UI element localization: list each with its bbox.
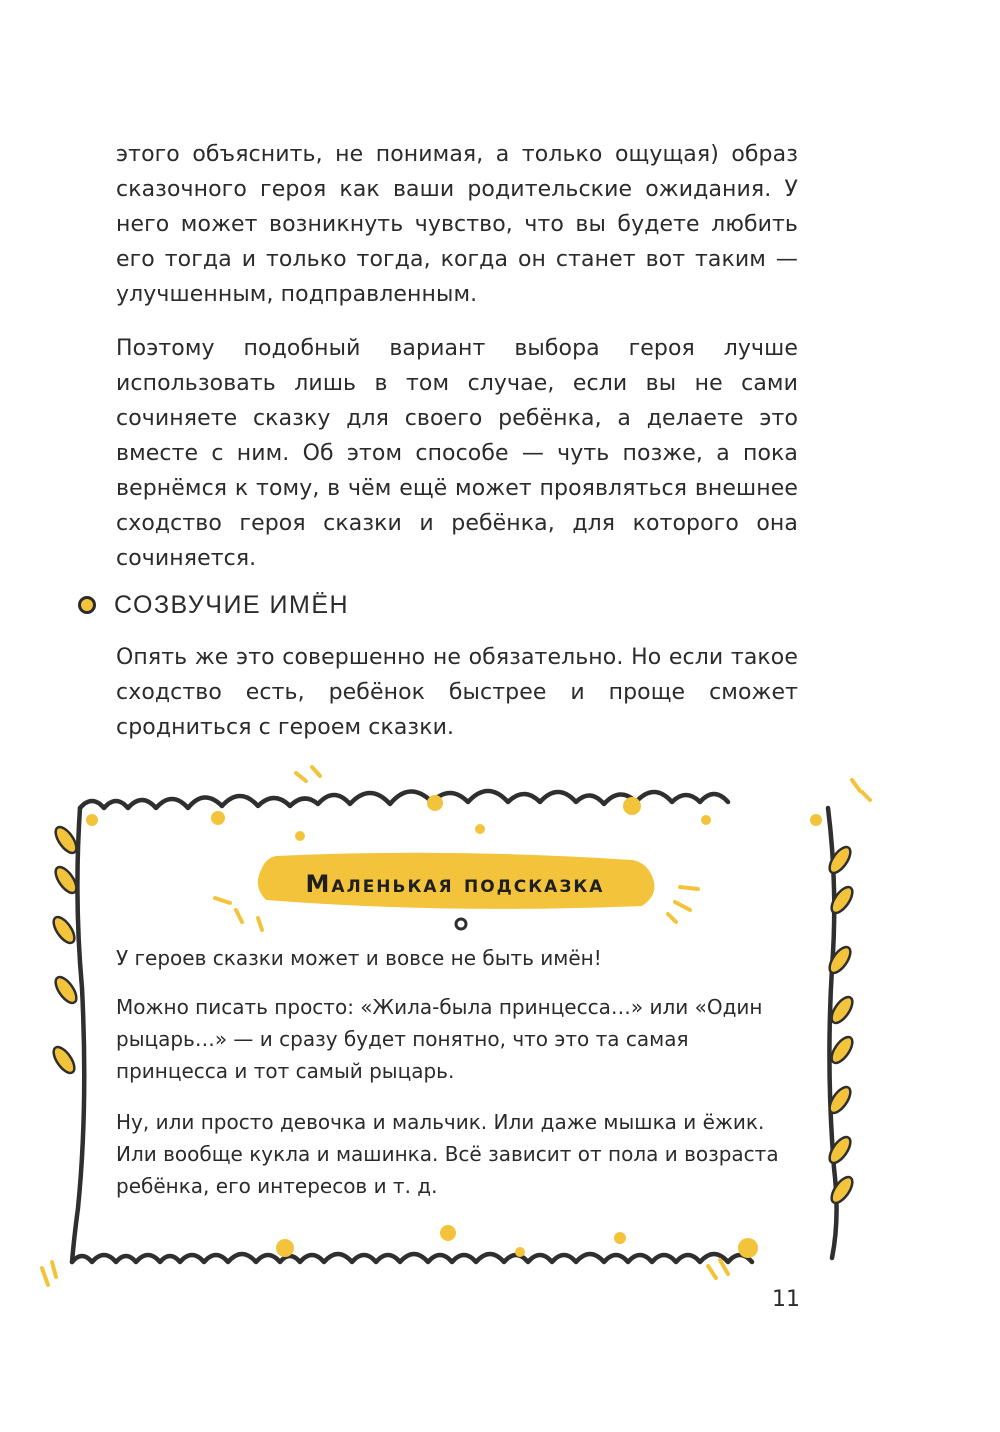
tip-paragraph-2: Можно писать просто: «Жила-была принцесса…» или «Один рыцарь…» — и сразу будет понятно, что это та самая принцесса и тот самый рыцарь. bbox=[116, 995, 763, 1083]
tip-paragraph-3: Ну, или просто девочка и мальчик. Или даже мышка и ёжик. Или вообще кукла и машинка. Всё зависит от пола и возраста ребёнка, его интересов и т. д. bbox=[116, 1110, 779, 1198]
section-heading: СОЗВУЧИЕ ИМЁН bbox=[114, 590, 350, 619]
tip-paragraph-1: У героев сказки может и вовсе не быть имён! bbox=[116, 946, 602, 970]
page-number: 11 bbox=[772, 1287, 800, 1312]
body-paragraph-1: этого объяснить, не понимая, а только ощущая) образ сказочного героя как ваши родительские ожидания. У него может возникнуть чувство, что вы будете любить его тогда и только тогда, когда он станет вот таким — улучшенным, подправленным. bbox=[116, 142, 798, 307]
tip-title: Маленькая подсказка bbox=[305, 870, 605, 898]
body-paragraph-2: Поэтому подобный вариант выбора героя лучше использовать лишь в том случае, если вы не сами сочиняете сказку для своего ребёнка, а делаете это вместе с ним. Об этом способе — чуть позже, а пока вернёмся к тому, в чём ещё может проявляться внешнее сходство героя сказки и ребёнка, для которого она сочиняется. bbox=[116, 336, 798, 571]
body-paragraph-3: Опять же это совершенно не обязательно. Но если такое сходство есть, ребёнок быстрее и проще сможет сродниться с героем сказки. bbox=[116, 645, 798, 740]
